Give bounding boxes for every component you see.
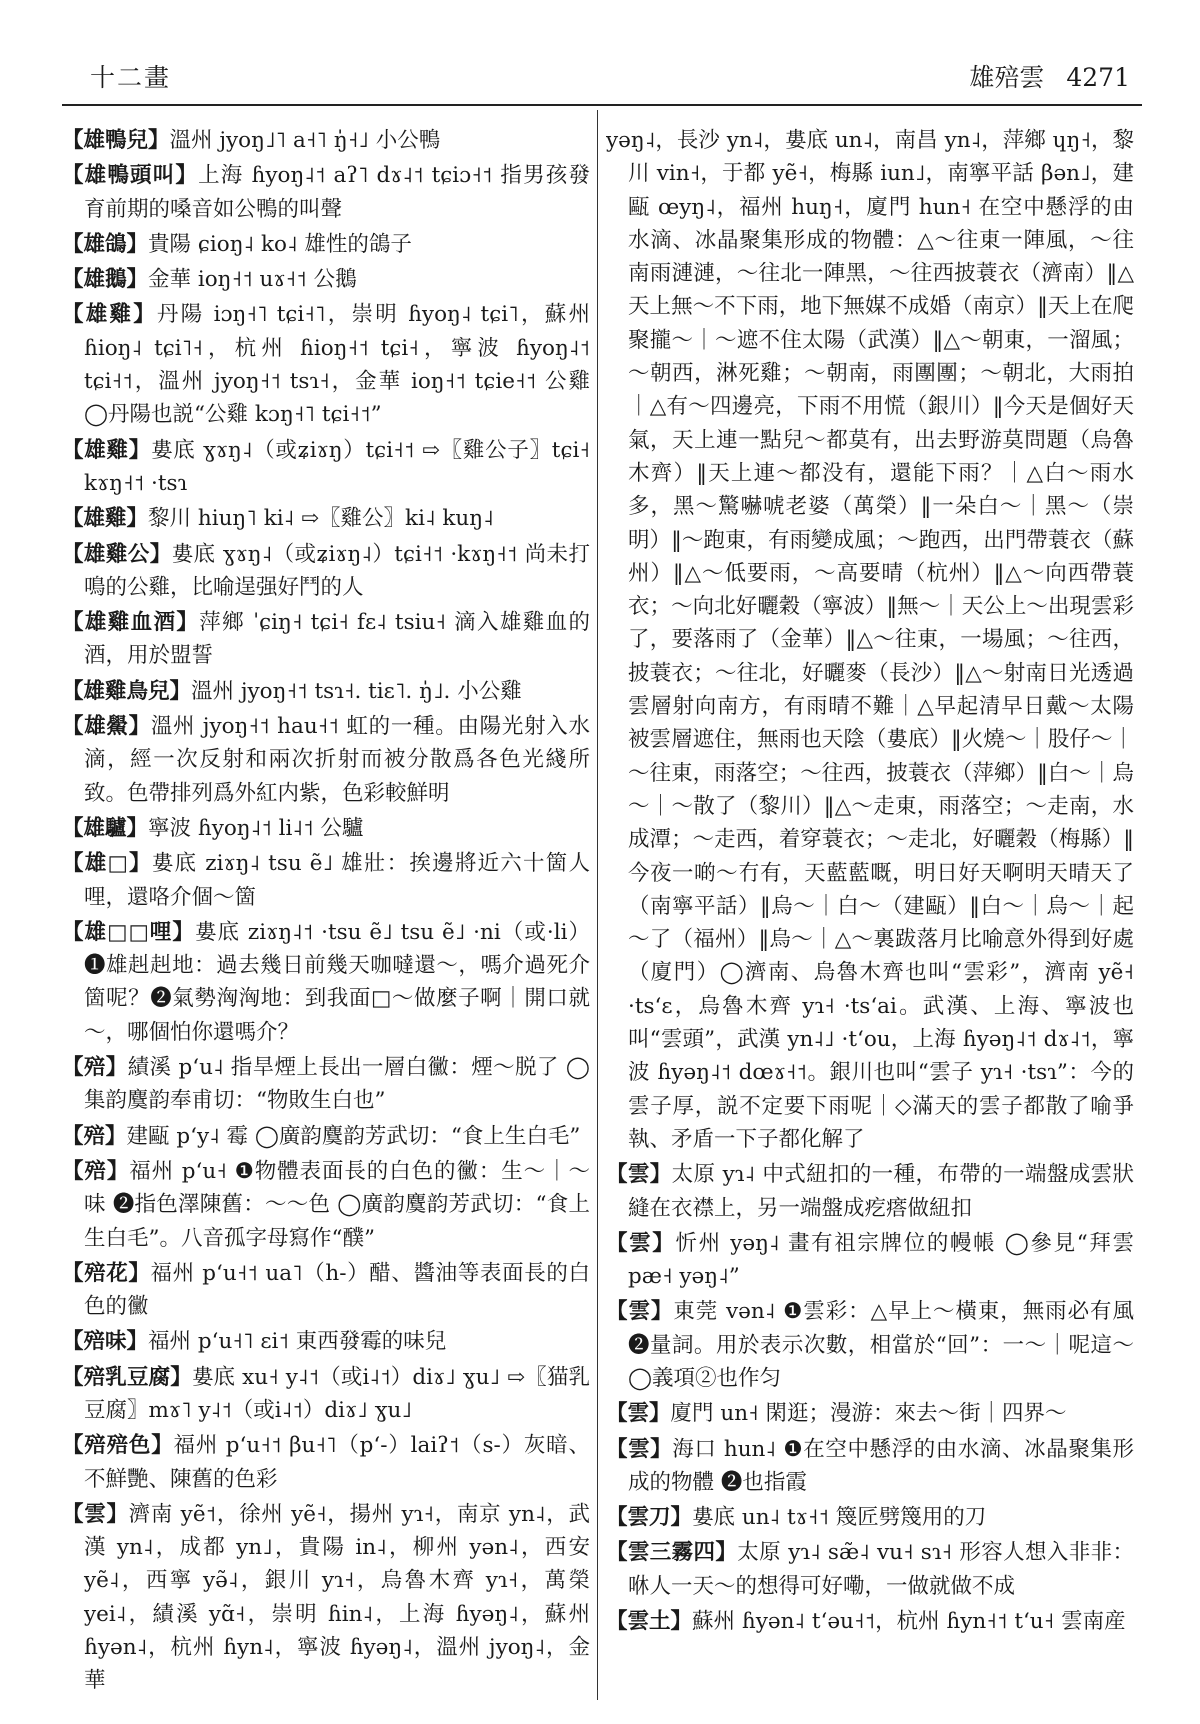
entry-headword: 【雲刀】 xyxy=(606,1505,693,1531)
dictionary-entry xyxy=(62,1361,590,1428)
entry-definition: 婁底 un˨ tɤ˧˦ 篾匠劈篾用的刀 xyxy=(692,1505,987,1531)
entry-definition: 溫州 jyoŋ˩˥ a˧˥ ŋ̍˧˩ 小公鴨 xyxy=(169,128,441,153)
dictionary-entry xyxy=(62,847,590,914)
entry-definition: 婁底 ɣɤŋ˨（或ʑiɤŋ）tɕi˧˦ ⇨〖雞公子〗tɕi˧ kɤŋ˧˦ ·tsɿ xyxy=(84,437,590,496)
dictionary-entry xyxy=(62,124,590,157)
dictionary-entry xyxy=(62,298,590,431)
entry-definition: 忻州 yəŋ˨ 畫有祖宗牌位的幔帳 ◯參見“拜雲 pæ˧ yəŋ˨” xyxy=(628,1230,1134,1290)
entry-definition: 福州 pʻu˧˦ βu˧˥（pʻ-）laiʔ˦（s-）灰暗、不鮮艷、陳舊的色彩 xyxy=(84,1433,590,1492)
entry-definition: 婁底 ziɤŋ˨ tsu ẽ˩ 雄壯：挨邊將近六十箇人哩，還咯介個～箇 xyxy=(84,851,590,910)
entry-headword: 【雄雞】 xyxy=(62,302,158,328)
dictionary-entry xyxy=(606,1158,1134,1225)
dictionary-entry xyxy=(606,1501,1134,1534)
entry-definition: 婁底 ziɤŋ˨˦ ·tsu ẽ˩ tsu ẽ˩ ·ni（或·li）❶雄赳赳地：過去幾日前幾天咖噠還～，嗎介過死介箇呢？❷氣勢洶洶地：到我面□～做麼子啊｜開口就～，哪個怕你還嗎介？ xyxy=(84,919,590,1045)
right-column xyxy=(606,124,1134,1694)
dictionary-entry xyxy=(62,159,590,226)
entry-definition: 東莞 vən˨ ❶雲彩：△早上～橫東，無雨必有風 ❷量詞。用於表示次數，相當於“回”：一～｜呢這～ ◯義項②也作匀 xyxy=(628,1299,1134,1391)
dictionary-entry xyxy=(62,916,590,1049)
entry-headword: 【殕花】 xyxy=(62,1260,151,1286)
entry-definition: 建甌 pʻy˨ 霉 ◯廣韵麌韵芳武切：“食上生白毛” xyxy=(126,1123,581,1149)
entry-headword: 【雲】 xyxy=(606,1436,673,1462)
section-title: 十二畫 xyxy=(90,63,172,92)
entry-definition: yəŋ˨，長沙 yn˨，婁底 un˨，南昌 yn˨，萍鄉 ɥŋ˧，黎川 vin˧，于都 yẽ˧，梅縣 iun˩，南寧平話 βən˩，建甌 œyŋ˨，福州 huŋ˧，廈門 hun˧ 在空中懸浮的由水滴、冰晶聚集形成的物體：△～往東一陣風，～往南雨漣漣，～往北一陣黑，～往西披蓑衣（濟南）‖△天上無～不下雨，地下無媒不成婚（南京）‖天上在爬聚攏～｜～遮不住太陽（武漢）‖△～朝東，一溜風；～朝西，淋死雞；～朝南，雨團團；～朝北，大雨拍｜△有～四邊亮，下雨不用慌（銀川）‖今天是個好天氣，天上連一點兒～都莫有，出去野游莫問題（烏魯木齊）‖天上連～都没有，還能下雨？｜△白～雨水多，黑～驚嚇唬老婆（萬榮）‖一朵白～｜黑～（崇明）‖～跑東，有雨變成風；～跑西，出門帶蓑衣（蘇州）‖△～低要雨，～高要晴（杭州）‖△～向西帶蓑衣；～向北好曬穀（寧波）‖無～｜天公上～出現雲彩了，要落雨了（金華）‖△～往東，一場風；～往西，披蓑衣；～往北，好曬麥（長沙）‖△～射南日光透過雲層射向南方，有雨晴不難｜△早起清早日戴～太陽被雲層遮住，無雨也天陰（婁底）‖火燒～｜股仔～｜～往東，雨落空；～往西，披蓑衣（萍鄉）‖白～｜烏～｜～散了（黎川）‖△～走東，雨落空；～走南，水成潭；～走西，着穿蓑衣；～走北，好曬穀（梅縣）‖今夜一啲～冇有，天藍藍嘅，明日好天啊明天晴天了（南寧平話）‖烏～｜白～（建甌）‖白～｜烏～｜起～了（福州）‖烏～｜△～裏跋落月比喻意外得到好處（廈門）◯濟南、烏魯木齊也叫“雲彩”，濟南 yẽ˧ ·tsʻɛ，烏魯木齊 yɿ˧ ·tsʻai。武漢、上海、寧波也叫“雲頭”，武漢 yn˨˩ ·tʻou，上海 ɦyəŋ˨˦ dɤ˨˦，寧波 ɦyəŋ˨˦ dœɤ˧˦。銀川也叫“雲子 yɿ˧ ·tsɿ”：今的雲子厚，説不定要下雨呢｜◇滿天的雲子都散了喻爭執、矛盾一下子都化解了 xyxy=(606,128,1134,1152)
dictionary-entry xyxy=(606,1536,1134,1603)
left-column xyxy=(62,124,590,1694)
dictionary-entry xyxy=(62,1120,590,1153)
entry-definition: 海口 hun˨ ❶在空中懸浮的由水滴、冰晶聚集形成的物體 ❷也指霞 xyxy=(628,1436,1134,1495)
entry-definition: 福州 pʻu˧˦ ua˥（h-）醋、醬油等表面長的白色的黴 xyxy=(84,1260,590,1320)
dictionary-entry xyxy=(62,606,590,673)
entry-definition: 上海 ɦyoŋ˨˦ aʔ˥ dɤ˨˦ tɕiɔ˧˦ 指男孩發育前期的嗓音如公鴨的叫聲 xyxy=(84,163,590,222)
entry-headword: 【殕乳豆腐】 xyxy=(62,1364,192,1390)
entry-headword: 【雲】 xyxy=(62,1501,129,1527)
entry-definition: 萍鄉 ˈɕiŋ˧ tɕi˧ fɛ˨ tsiu˧ 滴入雄雞血的酒，用於盟誓 xyxy=(84,610,590,669)
entry-definition: 太原 yɿ˨ sæ̃˨ vu˧ sɿ˧ 形容人想入非非：咻人一天～的想得可好嘞，一做就做不成 xyxy=(628,1540,1134,1599)
entry-headword: 【雄鴨兒】 xyxy=(62,128,170,153)
entry-headword: 【雲】 xyxy=(606,1230,676,1256)
dictionary-entry xyxy=(606,1227,1134,1294)
entry-headword: 【雄鴿】 xyxy=(62,231,149,257)
entry-definition: 溫州 jyoŋ˧˦ tsɿ˧. tiɛ˥. ŋ̍˩. 小公雞 xyxy=(191,678,522,704)
dictionary-entry xyxy=(62,710,590,810)
entry-headword: 【殕】 xyxy=(62,1158,130,1184)
entry-definition: 婁底 ɣɤŋ˨（或ʑiɤŋ˨）tɕi˧˦ ·kɤŋ˧˦ 尚未打鳴的公雞，比喻逞强好鬥的人 xyxy=(84,541,590,600)
entry-definition: 金華 ioŋ˧˦ uɤ˧˦ 公鵝 xyxy=(148,267,357,293)
entry-definition: 蘇州 ɦyən˨ tʻəu˧˦，杭州 ɦyn˧˦ tʻu˧ 雲南産 xyxy=(692,1609,1126,1635)
entry-headword: 【雄□】 xyxy=(62,851,152,877)
entry-headword: 【殕】 xyxy=(62,1123,127,1149)
entry-headword: 【雲三霧四】 xyxy=(606,1540,738,1566)
entry-headword: 【雄□□哩】 xyxy=(62,919,195,945)
guide-chars: 雄殕雲 xyxy=(969,63,1045,92)
entry-headword: 【殕殕色】 xyxy=(62,1433,174,1459)
dictionary-entry xyxy=(62,434,590,501)
entry-headword: 【雄雞公】 xyxy=(62,541,172,567)
entry-headword: 【雄鱟】 xyxy=(62,714,151,740)
entry-definition: 婁底 xu˧ y˨˦（或i˨˦）diɤ˩ ɣu˩ ⇨〖猫乳豆腐〗mɤ˥ y˨˦（或i˨˦）diɤ˩ ɣu˩ xyxy=(84,1364,590,1423)
entry-headword: 【雄鴨頭叫】 xyxy=(62,163,199,189)
entry-definition: 福州 pʻu˧ ❶物體表面長的白色的黴：生～｜～味 ❷指色澤陳舊：～～色 ◯廣韵麌韵芳武切：“食上生白毛”。八音孤字母寫作“醭” xyxy=(84,1158,590,1251)
header-rule xyxy=(62,104,1142,106)
dictionary-entry xyxy=(62,1155,590,1255)
entry-definition: 廈門 un˧ 閑逛；漫游：來去～街｜四界～ xyxy=(670,1401,1067,1427)
entry-definition: 績溪 pʻu˨ 指旱煙上長出一層白黴：煙～脱了 ◯集韵麌韵奉甫切：“物敗生白也” xyxy=(84,1055,590,1114)
entry-headword: 【雄雞血酒】 xyxy=(62,610,200,636)
entry-headword: 【殕】 xyxy=(62,1055,128,1081)
dictionary-entry xyxy=(62,263,590,296)
page-guide xyxy=(969,58,1130,94)
dictionary-entry xyxy=(62,1429,590,1496)
entry-headword: 【雲】 xyxy=(606,1401,671,1427)
dictionary-entry xyxy=(606,1295,1134,1395)
column-divider xyxy=(597,110,598,1700)
dictionary-entry xyxy=(62,812,590,845)
entry-headword: 【雲】 xyxy=(606,1299,674,1325)
entry-definition: 溫州 jyoŋ˧˦ hau˧˦ 虹的一種。由陽光射入水滴，經一次反射和兩次折射而被分散爲各色光綫所致。色帶排列爲外紅内紫，色彩較鮮明 xyxy=(84,714,590,806)
dictionary-entry xyxy=(606,1605,1134,1638)
running-header xyxy=(90,58,1130,98)
page-number: 4271 xyxy=(1066,63,1130,92)
entry-definition: 寧波 ɦyoŋ˨˦ li˨˦ 公驢 xyxy=(148,815,364,841)
entry-definition: 濟南 yẽ˦，徐州 yẽ˧，揚州 yɿ˧，南京 yn˨，武漢 yn˨，成都 yn˩，貴陽 in˨，柳州 yən˨，西安 yẽ˨，西寧 yə̃˨，銀川 yɿ˧，烏魯木齊 yɿ˧，萬榮 yei˨，績溪 yɑ̃˧，崇明 ɦin˨，上海 ɦyəŋ˨，蘇州 ɦyən˨，杭州 ɦyn˨，寧波 ɦyəŋ˨，溫州 jyoŋ˨，金華 xyxy=(84,1501,590,1694)
dictionary-entry xyxy=(62,1257,590,1324)
entry-headword: 【雄鵝】 xyxy=(62,267,149,293)
dictionary-entry xyxy=(62,1325,590,1358)
entry-headword: 【雄雞鳥兒】 xyxy=(62,678,192,704)
entry-headword: 【雄雞】 xyxy=(62,437,151,463)
entry-headword: 【雄雞】 xyxy=(62,506,149,532)
entry-headword: 【雲】 xyxy=(606,1162,672,1188)
entry-definition: 丹陽 iɔŋ˧˥ tɕi˧˥，崇明 ɦyoŋ˨ tɕi˥，蘇州 ɦioŋ˨ tɕi˥˧，杭州 ɦioŋ˧˦ tɕi˧，寧波 ɦyoŋ˨˦ tɕi˧˦，溫州 jyoŋ˧˦ tsɿ˧，金華 ioŋ˧˦ tɕie˧˦ 公雞 ◯丹陽也説“公雞 kɔŋ˧˥ tɕi˧˦” xyxy=(84,302,590,428)
entry-definition: 黎川 hiuŋ˥ ki˨ ⇨〖雞公〗ki˨ kuŋ˨ xyxy=(148,506,494,532)
entry-headword: 【殕味】 xyxy=(62,1329,149,1355)
dictionary-entry xyxy=(606,1433,1134,1500)
entry-headword: 【雲土】 xyxy=(606,1609,693,1635)
dictionary-entry xyxy=(62,502,590,535)
dictionary-entry xyxy=(62,675,590,708)
dictionary-entry xyxy=(62,1498,590,1694)
dictionary-entry xyxy=(606,124,1134,1156)
entry-definition: 貴陽 ɕioŋ˨ ko˨ 雄性的鴿子 xyxy=(148,231,412,257)
dictionary-entry xyxy=(62,228,590,261)
dictionary-entry xyxy=(606,1397,1134,1430)
entry-headword: 【雄驢】 xyxy=(62,815,149,841)
dictionary-entry xyxy=(62,538,590,605)
entry-definition: 福州 pʻu˧˥ ɛi˦ 東西發霉的味兒 xyxy=(148,1329,447,1355)
dictionary-entry xyxy=(62,1051,590,1118)
entry-definition: 太原 yɿ˨ 中式紐扣的一種，布帶的一端盤成雲狀縫在衣襟上，另一端盤成疙瘩做紐扣 xyxy=(628,1162,1134,1221)
